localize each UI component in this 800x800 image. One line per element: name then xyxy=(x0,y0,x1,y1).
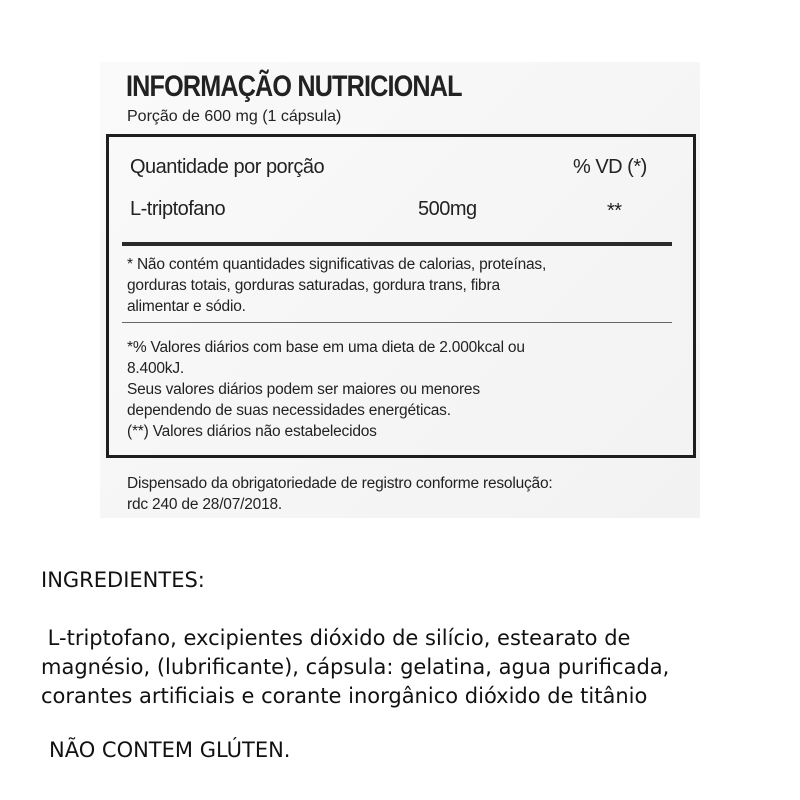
ingredients-list xyxy=(41,624,781,711)
thin-divider xyxy=(122,322,672,323)
footer-line: rdc 240 de 28/07/2018. xyxy=(127,496,283,513)
ingredients-heading: INGREDIENTES: xyxy=(41,568,205,592)
note-line: dependendo de suas necessidades energéticas. xyxy=(127,402,451,419)
thick-divider xyxy=(122,242,672,246)
quantity-per-portion-label: Quantidade por porção xyxy=(130,156,325,178)
note-daily-values xyxy=(127,337,667,442)
note-line: 8.400kJ. xyxy=(127,360,184,377)
note-line: *% Valores diários com base em uma dieta de 2.000kcal ou xyxy=(127,339,525,356)
nutrition-title: INFORMAÇÃO NUTRICIONAL xyxy=(126,70,462,103)
nutrient-name: L-triptofano xyxy=(130,198,226,220)
ingredients-line: L-triptofano, excipientes dióxido de silício, estearato de xyxy=(41,626,631,650)
ingredients-line: magnésio, (lubrificante), cápsula: gelatina, agua purificada, xyxy=(41,655,670,679)
footer-line: Dispensado da obrigatoriedade de registro conforme resolução: xyxy=(127,475,553,492)
gluten-statement: NÃO CONTEM GLÚTEN. xyxy=(49,738,291,762)
note-line: gorduras totais, gorduras saturadas, gordura trans, fibra xyxy=(127,277,500,294)
nutrient-daily-value: ** xyxy=(607,200,622,222)
daily-value-header: % VD (*) xyxy=(573,156,647,178)
note-line: alimentar e sódio. xyxy=(127,298,246,315)
registration-exemption-note xyxy=(127,473,687,515)
ingredients-line: corantes artificiais e corante inorgânico dióxido de titânio xyxy=(41,684,648,708)
note-line: * Não contém quantidades significativas de calorias, proteínas, xyxy=(127,256,547,273)
note-not-significant xyxy=(127,254,667,317)
portion-size: Porção de 600 mg (1 cápsula) xyxy=(127,108,342,125)
nutrient-amount: 500mg xyxy=(418,198,477,220)
note-line: (**) Valores diários não estabelecidos xyxy=(127,423,377,440)
note-line: Seus valores diários podem ser maiores ou menores xyxy=(127,381,480,398)
